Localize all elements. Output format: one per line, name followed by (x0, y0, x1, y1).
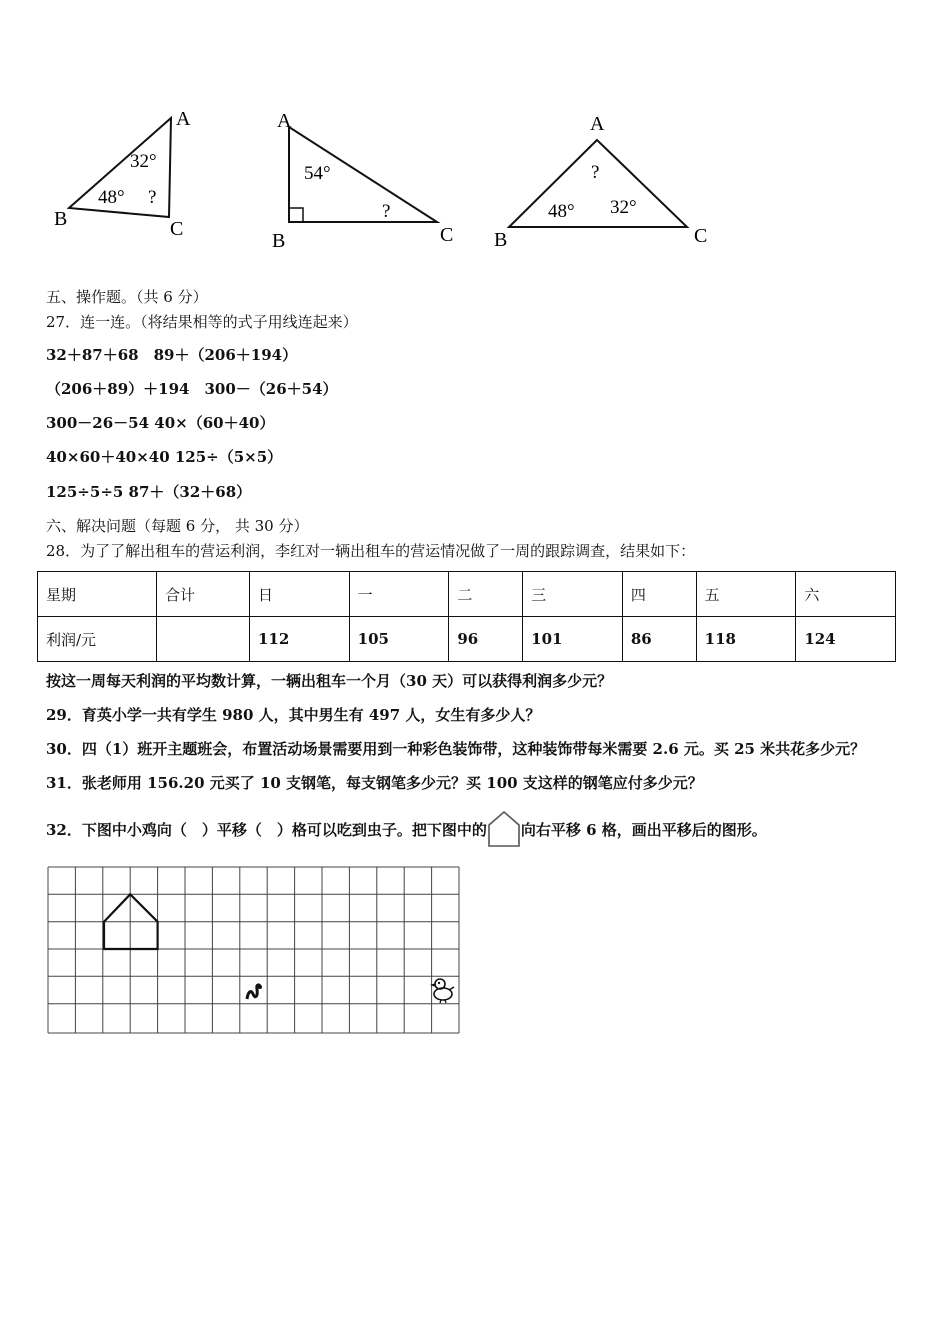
table-cell: 五 (696, 572, 796, 617)
table-cell: 二 (449, 572, 523, 617)
profit-table (37, 571, 896, 662)
table-cell: 101 (523, 617, 623, 662)
table-cell: 星期 (38, 572, 157, 617)
table-cell (157, 617, 250, 662)
section-5-title: 五、操作题。（共 6 分） (46, 288, 208, 306)
right-angle-mark (289, 208, 303, 222)
table-cell: 合计 (157, 572, 250, 617)
triangle-3-label-c: C (694, 225, 708, 247)
triangle-1-label-a: A (176, 108, 191, 130)
chick-icon (432, 979, 454, 1003)
translation-grid (44, 863, 464, 1041)
section-6-title: 六、解决问题（每题 6 分， 共 30 分） (46, 517, 309, 535)
triangle-1-angle-b: 48° (98, 187, 125, 208)
question-29: 29．育英小学一共有学生 980 人，其中男生有 497 人，女生有多少人？ (46, 706, 541, 724)
expression-row-3: 300－26－54 40×（60＋40） (46, 414, 275, 432)
table-cell: 六 (796, 572, 896, 617)
question-31: 31．张老师用 156.20 元买了 10 支钢笔，每支钢笔多少元？买 100 支这样的钢笔应付多少元？ (46, 774, 703, 792)
table-cell: 一 (349, 572, 449, 617)
triangle-2-angle-c: ? (382, 201, 391, 222)
triangle-3-label-a: A (590, 113, 605, 135)
table-cell: 124 (796, 617, 896, 662)
table-cell: 96 (449, 617, 523, 662)
table-header-row (38, 572, 896, 617)
triangle-3-angle-c: 32° (610, 197, 637, 218)
triangle-2-angle-a: 54° (304, 163, 331, 184)
triangle-3-shape (509, 140, 687, 227)
triangle-1-label-c: C (170, 218, 184, 240)
triangle-2-label-a: A (277, 110, 292, 132)
table-cell: 118 (696, 617, 796, 662)
question-28: 28．为了了解出租车的营运利润，李红对一辆出租车的营运情况做了一周的跟踪调查，结果如下： (46, 542, 696, 560)
triangle-1-angle-a: 32° (130, 151, 157, 172)
table-cell: 三 (523, 572, 623, 617)
triangle-figure-1 (50, 105, 210, 245)
table-cell: 日 (250, 572, 350, 617)
table-cell: 105 (349, 617, 449, 662)
house-shape-icon (487, 810, 521, 848)
table-cell: 四 (622, 572, 696, 617)
table-row (38, 617, 896, 662)
expression-row-2: （206＋89）＋194 300－（26＋54） (46, 380, 338, 398)
triangle-3-angle-a: ? (591, 162, 600, 183)
triangle-1-label-b: B (54, 208, 68, 230)
question-30: 30．四（1）班开主题班会，布置活动场景需要用到一种彩色装饰带，这种装饰带每米需要 2.6 元。买 25 米共花多少元？ (46, 740, 866, 758)
expression-row-4: 40×60＋40×40 125÷（5×5） (46, 448, 283, 466)
expression-row-5: 125÷5÷5 87＋（32＋68） (46, 483, 252, 501)
triangle-2-label-b: B (272, 230, 286, 252)
question-28-ask: 按这一周每天利润的平均数计算，一辆出租车一个月（30 天）可以获得利润多少元？ (46, 672, 613, 690)
question-32-part-b: 向右平移 6 格，画出平移后的图形。 (520, 821, 767, 839)
table-cell: 112 (250, 617, 350, 662)
triangle-3-angle-b: 48° (548, 201, 575, 222)
question-32-part-a: 32．下图中小鸡向（ ）平移（ ）格可以吃到虫子。把下图中的 (46, 821, 487, 839)
question-27: 27．连一连。（将结果相等的式子用线连起来） (46, 313, 358, 331)
worm-icon (247, 985, 262, 999)
triangle-3-label-b: B (494, 229, 508, 251)
triangle-figure-2 (262, 105, 472, 255)
expression-row-1: 32＋87＋68 89＋（206＋194） (46, 346, 298, 364)
table-cell: 利润/元 (38, 617, 157, 662)
question-32 (46, 819, 767, 842)
table-cell: 86 (622, 617, 696, 662)
triangle-1-angle-c: ? (148, 187, 157, 208)
triangle-figure-3 (490, 108, 730, 253)
triangle-2-label-c: C (440, 224, 454, 246)
